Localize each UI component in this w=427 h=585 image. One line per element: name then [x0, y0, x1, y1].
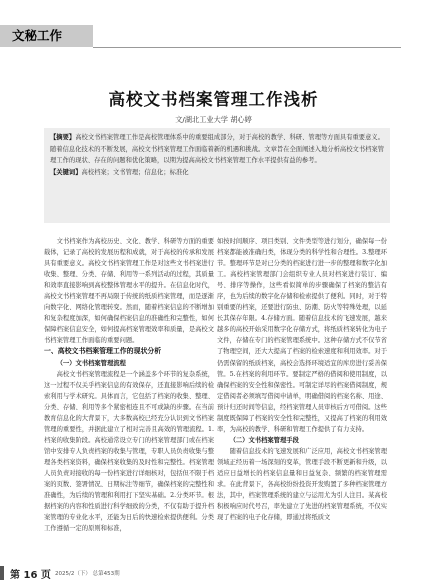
body-paragraph-left: 高校文书档案管理流程是一个涵盖多个环节的复杂系统，这一过程不仅关乎档案信息的有效保存，还直接影响后续的检索利用与学术研究。具体而言，它包括了档案的收集、整理、分类、存储、利用等多个紧密相连且不可或缺的步骤。在当前教育信息化的大背景下，大多数高校已经充分认识到文书档案管理的重要性，并据此建立了相对完善且高效的管理流程。1.档案的收集阶段。高校通常设立专门的档案管理部门或在档案馆中安排专人负责档案的收集与管理，专职人员负责收集与整理各类档案资料，确保档案收集的及时性和完整性。档案管理人员负责对接收的每一份档案进行详细核对，包括但不限于档案的页数、签署情况、日期标注等细节，确保档案的完整性和准确性，为后续的管理和利用打下坚实基础。2.分类环节。根据档案的内容和性质进行科学细致的分类，不仅有助于提升档案管理的专业化水平，还能为日后的快速检索提供便利。分类工作遵循一定的原则和标准， [44, 370, 215, 533]
keywords-line [50, 167, 384, 179]
subsection-heading-2: （二）文书档案管理手段 [229, 436, 299, 444]
abstract-text: 高校文书档案管理工作是高校管理体系中的重要组成部分，对于高校的教学、科研、管理等方面具有重要意义。随着信息化技术的不断发展，高校文书档案管理工作面临着新的机遇和挑战。文章旨在全面阐述入地分析高校文书档案管理工作的现状、存在的问题和优化策略，以期为提高高校文书档案管理工作水平提供有益的参考。 [50, 134, 385, 165]
body-paragraph-right-2: 随着信息技术的飞速发展和广泛应用，高校文书档案管理领域正经历着一场深刻的变革，管理手段不断更新和升级，以适应日益增长的档案信息量和日益复杂、频繁的档案管理需求。在此背景下，各高校纷纷投资开发购置了多种档案管理方法，其中，档案管理系统的建立与运用尤为引人注目。某高校积极响应时代号召，率先建立了先进的档案管理系统，不仅实现了档案的电子化存储，即通过将纸质文 [217, 447, 388, 522]
subsection-paragraph-1 [44, 358, 214, 369]
abstract-paragraph [50, 132, 384, 167]
keywords-label: 【关键词】 [50, 168, 82, 176]
abstract-label: 【摘要】 [50, 134, 76, 141]
keywords-text: 高校档案；文书管理；信息化；标准化 [81, 168, 189, 176]
page-number: 第 16 页 [10, 570, 51, 581]
header-rule [93, 47, 401, 48]
page-footer [0, 566, 427, 585]
subsection-heading-1: （一）文书档案管理流程 [56, 359, 126, 367]
abstract-box [44, 128, 390, 223]
footer-bar [0, 566, 4, 580]
section-tag: 文秘工作 [0, 25, 93, 47]
left-column [44, 236, 214, 534]
article-title: 高校文书档案管理工作浅析 [108, 90, 319, 109]
intro-paragraph: 文书档案作为高校历史、文化、教学、科研等方面的重要载体，记录了高校的发展历程和成就，对于高校的传承和发展具有重要意义。高校文书档案管理工作是对这些文书档案进行收集、整理、分类、存储、利用等一系列活动的过程，其质量和效率直接影响到高校整体管理水平的提升。在信息化时代，高校文书档案管理不再局限于传统的纸质档案管理，而是逐渐向数字化、网络化管理转变。然而，随着档案信息的不断增加和复杂程度加深，如何确保档案信息的准确性和完整性，如何保障档案信息安全，如何提高档案管理效率和质量，是高校文书档案管理工作面临的重要问题。 [44, 238, 215, 345]
article-author: 文/湖北工业大学 胡心婷 [175, 115, 252, 124]
issue-info: 2025/2（下） 总第453期 [55, 571, 120, 577]
right-column [217, 236, 387, 523]
subsection-paragraph-2 [217, 435, 387, 446]
body-paragraph-right-1: 如按时间顺序、项目类别、文件类型等进行划分，确保每一份档案都能被准确归类，体现分类的科学性和合理性。3.整理环节。整理环节是对已分类的档案进行进一步的整理和数字化加工。高校档案管理部门会组织专业人员对档案进行装订、编号、排序等操作，这些看似简单的步骤确保了档案的整洁有序，也为后续的数字化存储和检索提供了便利。同时，对于特别重要的档案，还要进行防虫、防潮、防火等特殊处理，以延长其保存年限。4.存储方面。随着信息技术的飞速发展，越来越多的高校开始采用数字化存储方式，将纸质档案转化为电子文件，存储在专门的档案管理系统中。这种存储方式不仅节省了物理空间，还大大提高了档案的检索速度和利用效率。对于仍需保留的纸质档案，高校会选择环境适宜的库房进行妥善保管。5.在档案的利用环节。要制定严格的借阅和使用制度，以确保档案的安全性和保密性。可制定详尽的档案借阅制度，规定借阅者必须填写借阅申请单，明确借阅的档案名称、用途、预计归还时间等信息，经档案管理人员审核后方可借阅。这些制度既保障了档案的安全性和完整性，又提高了档案的利用效率，为高校的教学、科研和管理工作提供了有力支持。 [217, 238, 388, 433]
section-heading-1: 一、高校文书档案管理工作的现状分析 [44, 347, 162, 356]
